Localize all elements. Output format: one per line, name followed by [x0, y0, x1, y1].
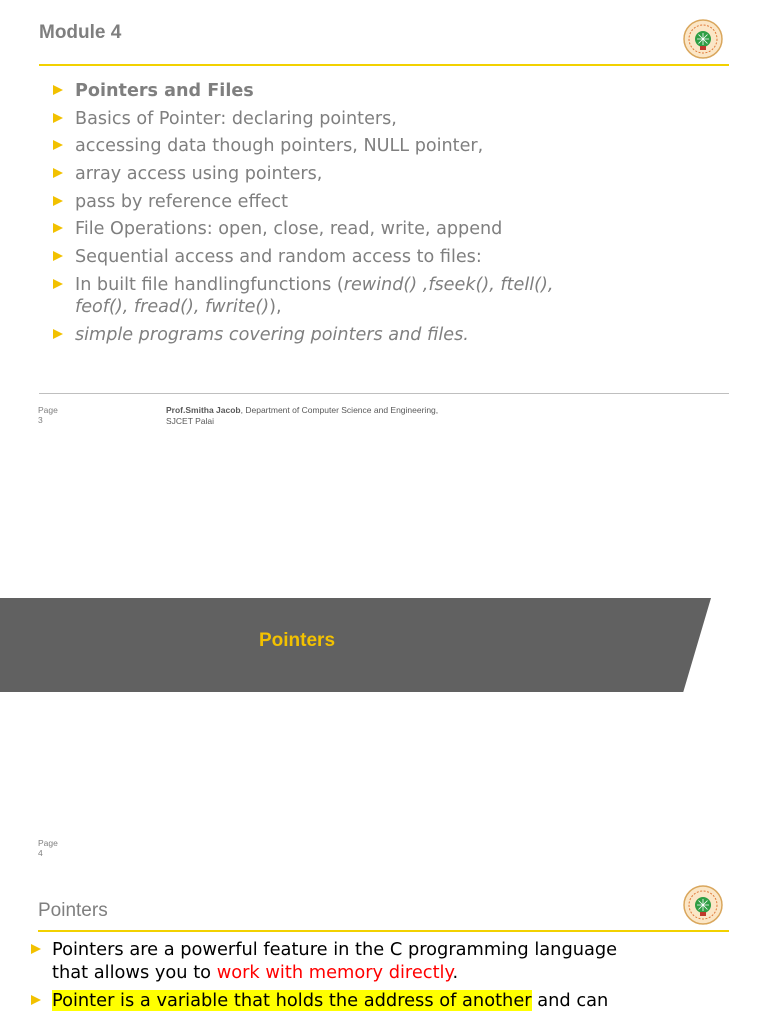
bullet-arrow-icon [53, 196, 63, 206]
bullet-arrow-icon [53, 223, 63, 233]
topic-item: pass by reference effect [39, 191, 729, 213]
section-title: Pointers [259, 630, 336, 651]
footer-divider [39, 393, 729, 394]
bullet-arrow-icon [53, 85, 63, 95]
topic-item: Pointers and Files [39, 80, 729, 102]
topic-item: Basics of Pointer: declaring pointers, [39, 108, 729, 130]
header-divider [39, 64, 729, 66]
slide-title: Pointers [38, 900, 108, 921]
institution-logo-icon [683, 19, 723, 59]
bullet-arrow-icon [53, 279, 63, 289]
bullet-arrow-icon [53, 113, 63, 123]
topic-item: In built file handlingfunctions (rewind() ,fseek(), ftell(), feof(), fread(), fwrite()), [39, 274, 729, 318]
bullet-arrow-icon [53, 251, 63, 261]
topic-item: array access using pointers, [39, 163, 729, 185]
section-banner [0, 598, 711, 692]
slide-title: Module 4 [39, 22, 122, 43]
pointer-definition-list [0, 938, 740, 1012]
module-topic-list [39, 80, 729, 351]
page-number: Page 3 [38, 405, 58, 425]
topic-item: Sequential access and random access to files: [39, 246, 729, 268]
bullet-arrow-icon [31, 944, 41, 954]
header-divider [38, 930, 729, 932]
topic-item: accessing data though pointers, NULL pointer, [39, 135, 729, 157]
bullet-arrow-icon [31, 995, 41, 1005]
topic-item: simple programs covering pointers and files. [39, 324, 729, 346]
page-number: Page 4 [38, 838, 58, 858]
footer-credit: Prof.Smitha Jacob, Department of Computer Science and Engineering, SJCET Palai [166, 405, 439, 426]
definition-item: Pointers are a powerful feature in the C programming language that allows you to work with memory directly. [0, 938, 740, 984]
bullet-arrow-icon [53, 140, 63, 150]
definition-item: Pointer is a variable that holds the address of another and can [0, 989, 740, 1012]
bullet-arrow-icon [53, 329, 63, 339]
bullet-arrow-icon [53, 168, 63, 178]
topic-item: File Operations: open, close, read, write, append [39, 218, 729, 240]
institution-logo-icon [683, 885, 723, 925]
